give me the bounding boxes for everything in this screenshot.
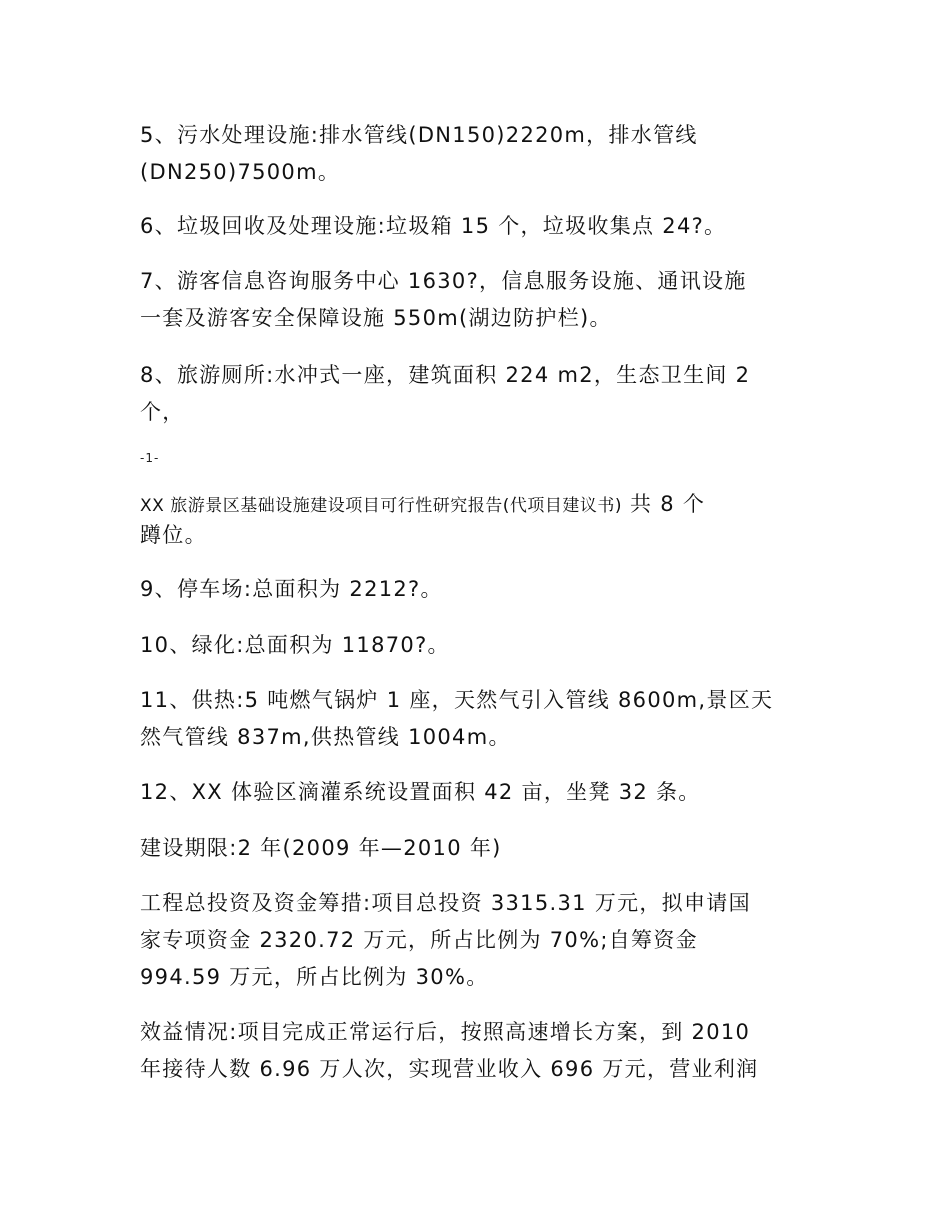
text-line: 9、停车场:总面积为 2212?。 [140,577,443,601]
running-header-continuation: 共 8 个 [621,492,706,516]
paragraph-toilet-continued [140,517,812,554]
paragraph-parking [140,571,812,608]
paragraph-garbage [140,208,812,245]
text-line: 蹲位。 [140,523,207,547]
text-line: 994.59 万元，所占比例为 30%。 [140,965,489,989]
text-line: (DN250)7500m。 [140,160,341,184]
text-line: 一套及游客安全保障设施 550m(湖边防护栏)。 [140,306,612,330]
text-line: 年接待人数 6.96 万人次，实现营业收入 696 万元，营业利润 [140,1057,759,1081]
running-header-title: XX 旅游景区基础设施建设项目可行性研究报告(代项目建议书) [140,496,622,516]
paragraph-greening [140,627,812,664]
paragraph-construction-period [140,830,812,867]
text-line: 个， [140,400,185,424]
paragraph-investment [140,885,812,996]
text-line: 7、游客信息咨询服务中心 1630?，信息服务设施、通讯设施 [140,269,747,293]
text-line: 5、污水处理设施:排水管线(DN150)2220m，排水管线 [140,123,698,147]
page-number: -1- [140,451,160,465]
text-line: 10、绿化:总面积为 11870?。 [140,633,450,657]
paragraph-sewage [140,117,812,191]
text-line: 工程总投资及资金筹措:项目总投资 3315.31 万元，拟申请国 [140,891,751,915]
paragraph-visitor-center [140,263,812,337]
text-line: 然气管线 837m,供热管线 1004m。 [140,725,511,749]
text-line: 建设期限:2 年(2009 年—2010 年) [140,836,502,860]
paragraph-heating [140,682,812,756]
paragraph-benefits [140,1014,812,1088]
text-line: 11、供热:5 吨燃气锅炉 1 座，天然气引入管线 8600m,景区天 [140,688,774,712]
text-line: 8、旅游厕所:水冲式一座，建筑面积 224 m2，生态卫生间 2 [140,363,751,387]
text-line: 6、垃圾回收及处理设施:垃圾箱 15 个，垃圾收集点 24?。 [140,214,727,238]
paragraph-toilet [140,357,812,431]
paragraph-irrigation [140,774,812,811]
text-line: 效益情况:项目完成正常运行后，按照高速增长方案，到 2010 [140,1020,751,1044]
text-line: 家专项资金 2320.72 万元，所占比例为 70%;自筹资金 [140,928,698,952]
text-line: 12、XX 体验区滴灌系统设置面积 42 亩，坐凳 32 条。 [140,780,701,804]
